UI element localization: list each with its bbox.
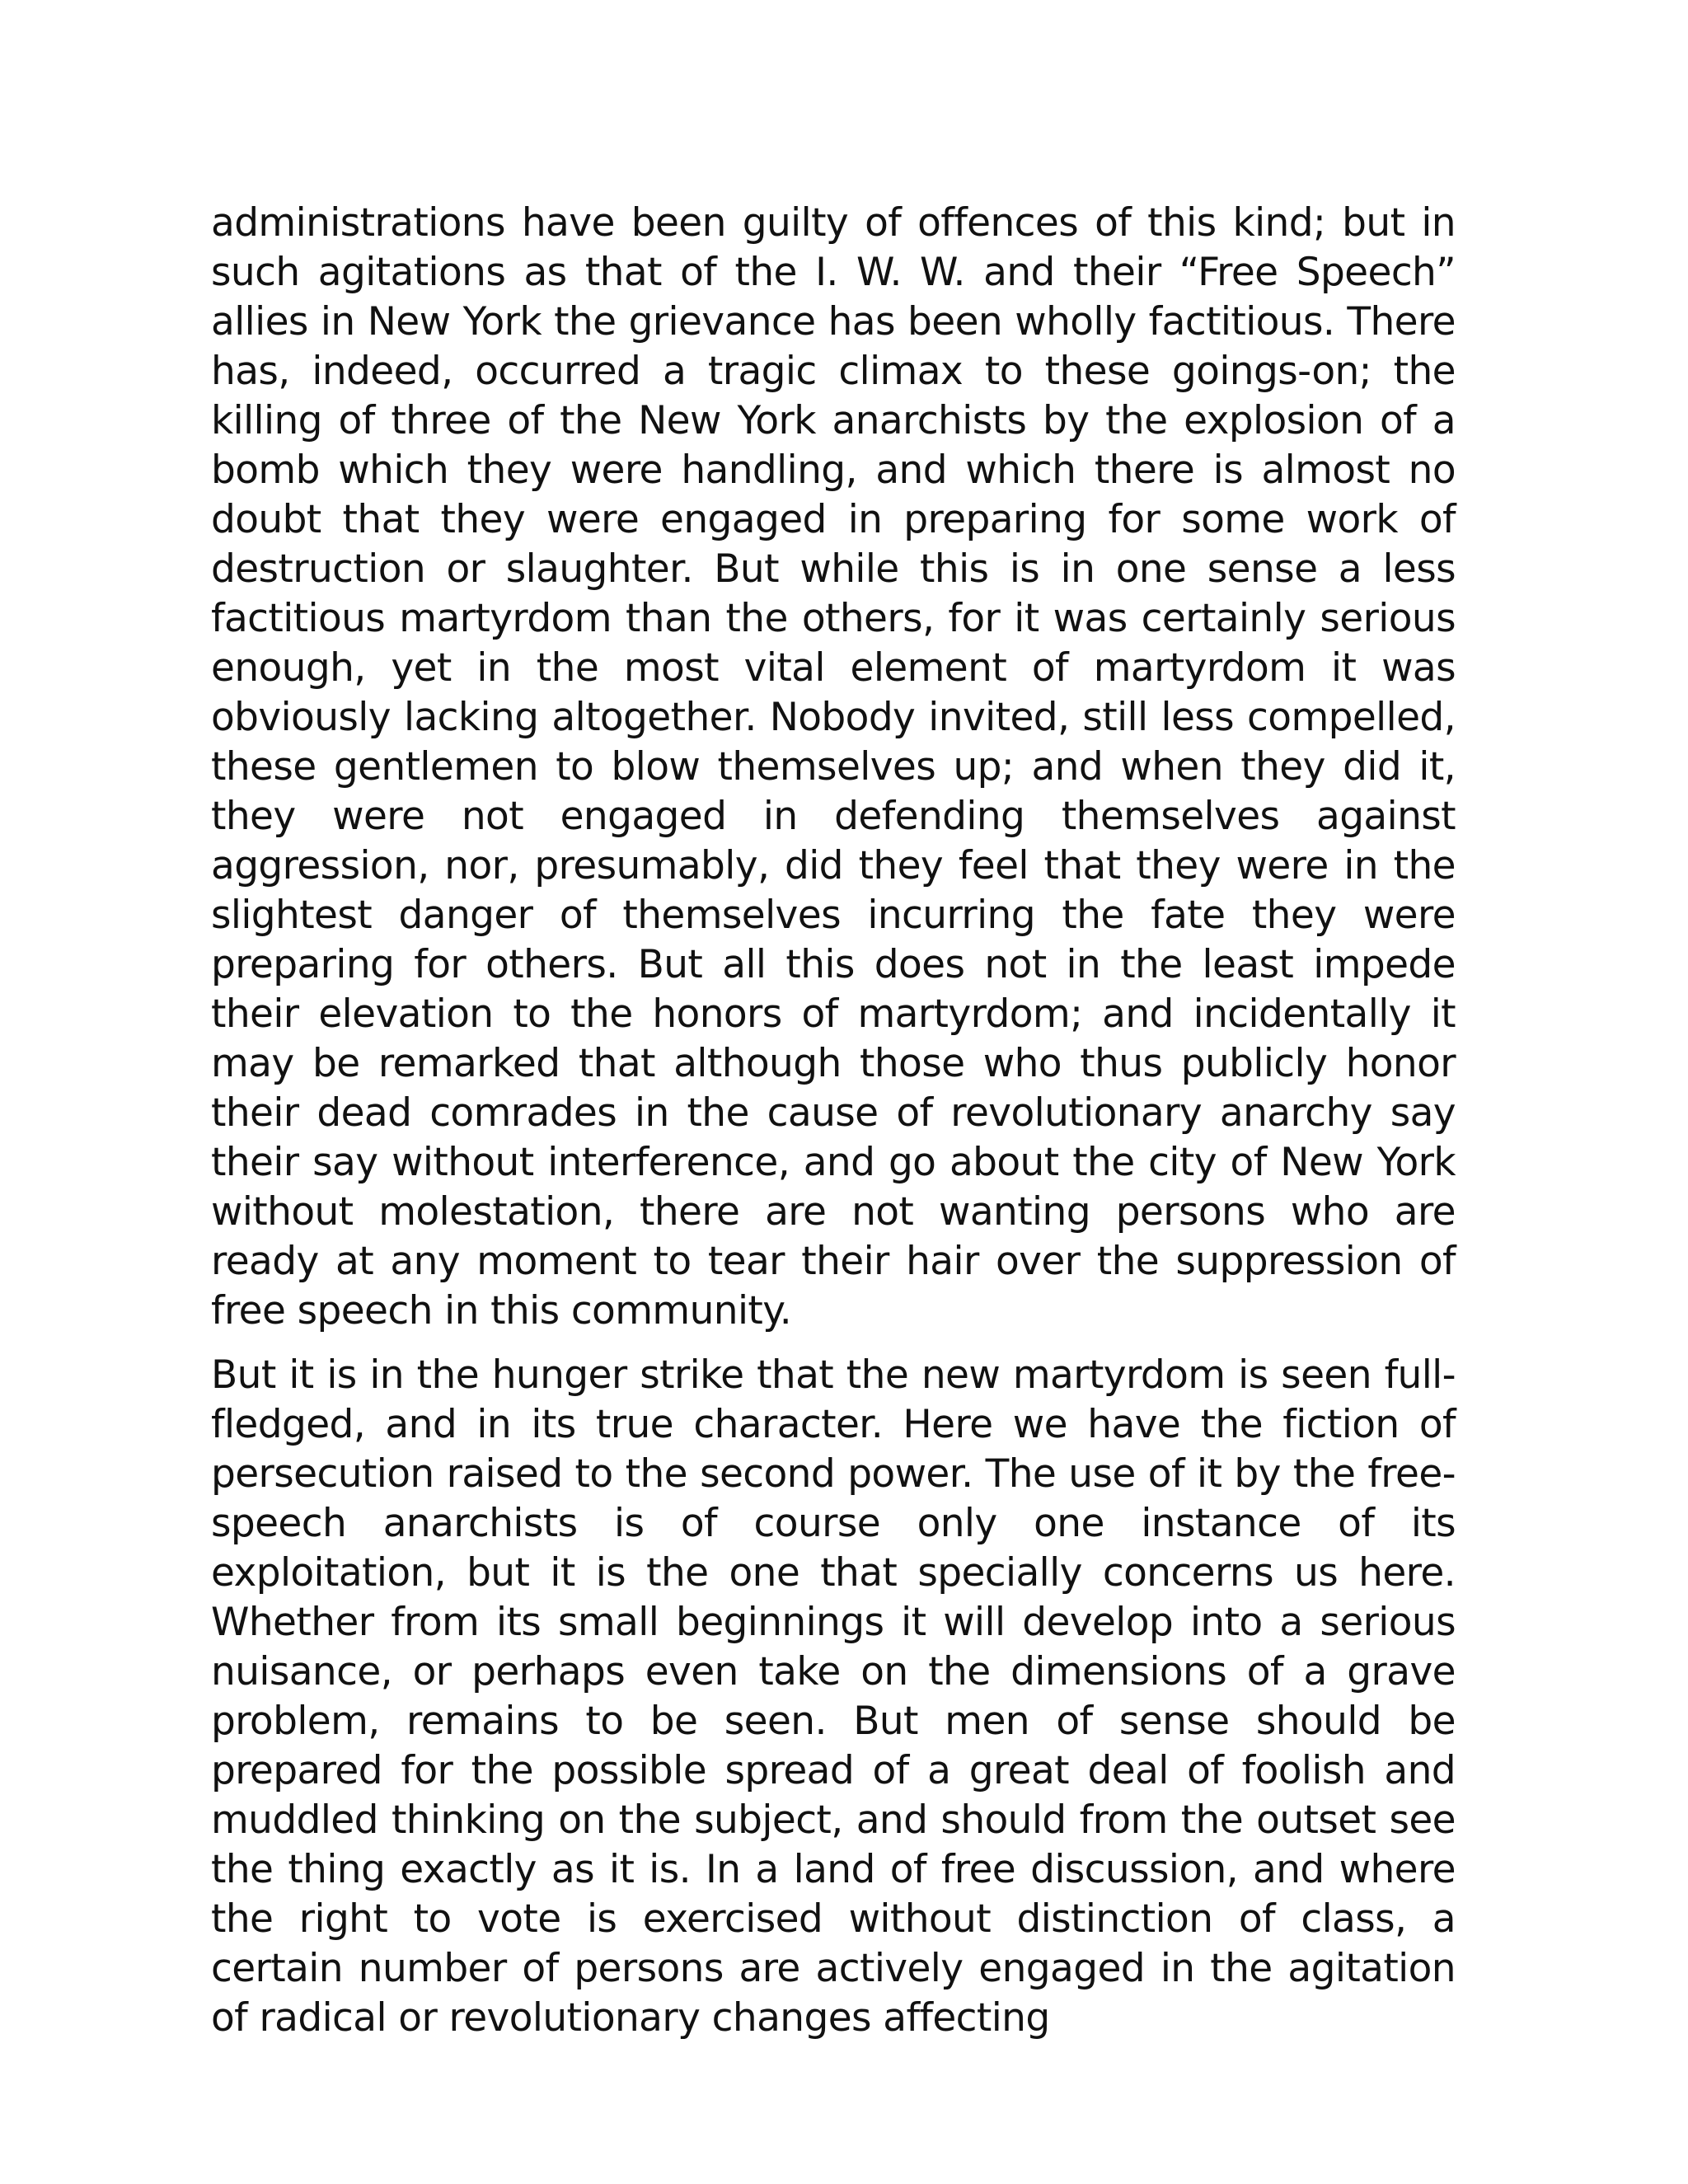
text-body (211, 199, 1456, 2058)
paragraph-1: administrations have been guilty of offences of this kind; but in such agitations as that of the I. W. W. and their “Free Speech” allies in New York the grievance has been wholly factitious. There has, indeed, occurred a tragic climax to these goings-on; the killing of three of the New York anarchists by the explosion of a bomb which they were handling, and which there is almost no doubt that they were engaged in preparing for some work of destruction or slaughter. But while this is in one sense a less factitious martyrdom than the others, for it was certainly serious enough, yet in the most vital element of martyrdom it was obviously lacking altogether. Nobody invited, still less compelled, these gentlemen to blow themselves up; and when they did it, they were not engaged in defending themselves against aggression, nor, presumably, did they feel that they were in the slightest danger of themselves incurring the fate they were preparing for others. But all this does not in the least impede their elevation to the honors of martyrdom; and incidentally it may be remarked that although those who thus publicly honor their dead comrades in the cause of revolutionary anarchy say their say without interference, and go about the city of New York without molestation, there are not wanting persons who are ready at any moment to tear their hair over the suppression of free speech in this community. (211, 200, 1456, 1333)
paragraph-2: But it is in the hunger strike that the new martyrdom is seen full-fledged, and in its true character. Here we have the fiction of persecution raised to the second power. The use of it by the free-speech anarchists is of course only one instance of its exploitation, but it is the one that specially concerns us here. Whether from its small beginnings it will develop into a serious nuisance, or perhaps even take on the dimensions of a grave problem, remains to be seen. But men of sense should be prepared for the possible spread of a great deal of foolish and muddled thinking on the subject, and should from the outset see the thing exactly as it is. In a land of free discussion, and where the right to vote is exercised without distinction of class, a certain number of persons are actively engaged in the agitation of radical or revolutionary changes affecting (211, 1352, 1456, 2041)
